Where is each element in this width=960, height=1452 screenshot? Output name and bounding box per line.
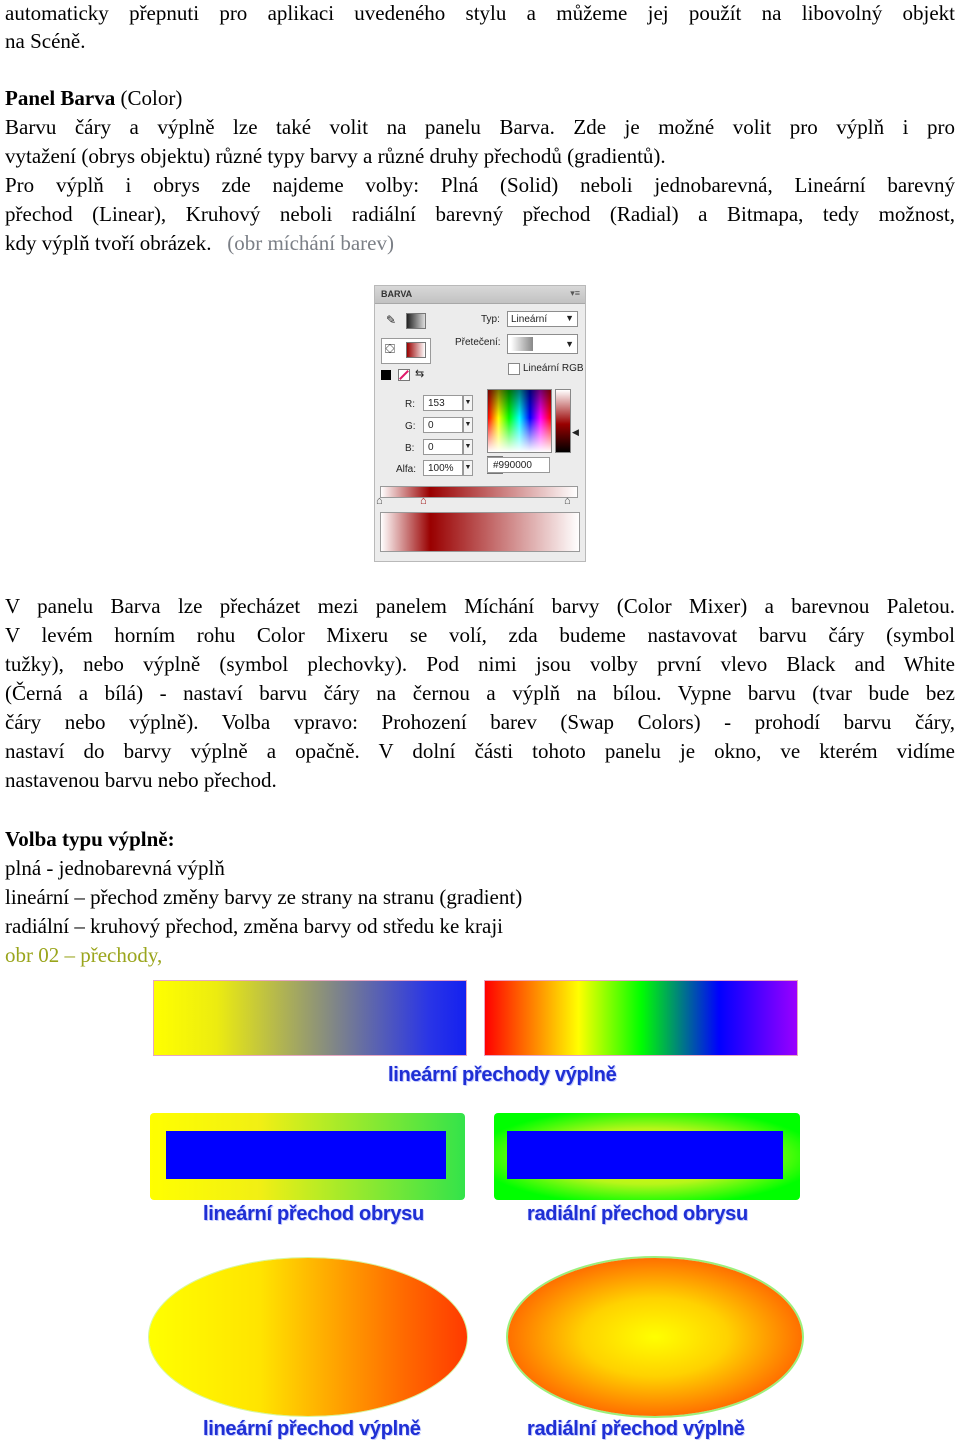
overflow-label: Přetečení: <box>455 337 501 348</box>
no-color-icon[interactable] <box>398 369 410 381</box>
figure-reference: (obr míchání barev) <box>227 231 394 255</box>
hex-input[interactable] <box>487 457 550 473</box>
fill-swatch[interactable] <box>406 342 426 358</box>
r-label: R: <box>405 399 415 410</box>
paragraph-line: tužky), nebo výplně (symbol plechovky). Pod nimi jsou volby první vlevo Black and White <box>5 652 955 676</box>
caption-radial-fill: radiální přechod výplně <box>527 1418 745 1440</box>
paragraph-line: vytažení (obrys objektu) různé typy barvy a různé druhy přechodů (gradientů). <box>5 144 666 168</box>
hex-value: #990000 <box>493 460 532 471</box>
radial-stroke-demo <box>494 1113 800 1200</box>
caption-linear-stroke: lineární přechod obrysu <box>203 1203 424 1225</box>
paragraph-line: na Scéně. <box>5 29 86 53</box>
g-stepper[interactable]: ▼ <box>463 417 473 433</box>
color-panel <box>374 285 586 562</box>
linear-rgb-label: Lineární RGB <box>523 363 584 374</box>
type-dropdown[interactable] <box>507 311 578 327</box>
b-input[interactable] <box>423 439 463 455</box>
paragraph-line: automaticky přepnuti pro aplikaci uvedeného stylu a můžeme jej použít na libovolný objekt <box>5 1 955 25</box>
slider-pointer-icon[interactable]: ◀ <box>572 427 579 437</box>
g-label: G: <box>405 421 416 432</box>
chevron-down-icon: ▼ <box>565 313 574 323</box>
paragraph-line: čáry nebo výplně). Volba vpravo: Prohození barev (Swap Colors) - prohodí barvu čáry, <box>5 710 955 734</box>
caption-linear-fills: lineární přechody výplně <box>388 1064 617 1086</box>
list-item: lineární – přechod změny barvy ze strany na stranu (gradient) <box>5 885 523 909</box>
heading-bold: Panel Barva <box>5 86 116 110</box>
text-span: kdy výplň tvoří obrázek. <box>5 231 212 255</box>
type-label: Typ: <box>481 314 500 325</box>
panel-tab-label: BARVA <box>381 289 413 299</box>
stroke-swatch[interactable] <box>406 313 426 329</box>
overflow-preview <box>511 337 533 351</box>
linear-fill-demo-2 <box>484 980 798 1056</box>
black-white-icon[interactable] <box>381 370 391 380</box>
alpha-label: Alfa: <box>396 464 417 475</box>
paragraph-line: nastavenou barvu nebo přechod. <box>5 768 277 792</box>
gradient-bar[interactable] <box>380 486 578 498</box>
heading-rest: (Color) <box>115 86 183 110</box>
linear-stroke-demo <box>150 1113 465 1200</box>
g-value: 0 <box>428 420 434 431</box>
list-item: plná - jednobarevná výplň <box>5 856 225 880</box>
panel-tab[interactable] <box>375 286 585 304</box>
section-heading-fill: Volba typu výplně: <box>5 827 175 851</box>
linear-fill-ellipse <box>149 1258 467 1416</box>
type-value: Lineární <box>511 314 548 325</box>
paragraph-line <box>5 229 394 258</box>
gradient-preview <box>380 512 580 552</box>
panel-menu-icon[interactable]: ▾≡ <box>570 288 580 298</box>
alpha-value: 100% <box>428 463 454 474</box>
color-field[interactable] <box>487 389 552 453</box>
alpha-input[interactable] <box>423 460 463 476</box>
paragraph-line: Barvu čáry a výplně lze také volit na panelu Barva. Zde je možné volit pro výplň i pro <box>5 115 955 139</box>
g-input[interactable] <box>423 417 463 433</box>
r-value: 153 <box>428 398 445 409</box>
section-heading-panel <box>5 84 182 113</box>
no-color-slash <box>399 370 409 380</box>
b-label: B: <box>405 443 415 454</box>
b-value: 0 <box>428 442 434 453</box>
linear-fill-demo-1 <box>153 980 467 1056</box>
paint-bucket-icon[interactable]: ⛋ <box>385 341 395 356</box>
radial-fill-ellipse <box>508 1258 802 1416</box>
overflow-dropdown[interactable] <box>507 334 578 354</box>
caption-linear-fill: lineární přechod výplně <box>203 1418 421 1440</box>
paragraph-line: Pro výplň i obrys zde najdeme volby: Plná (Solid) neboli jednobarevná, Lineární barevný <box>5 173 955 197</box>
figure-caption: obr 02 – přechody, <box>5 943 163 967</box>
paragraph-line: V levém horním rohu Color Mixeru se volí, zda budeme nastavovat barvu čáry (symbol <box>5 623 955 647</box>
paragraph-line: nastaví do barvy výplně a opačně. V dolní části tohoto panelu je okno, ve kterém vidíme <box>5 739 955 763</box>
inner-blue-rect <box>166 1131 446 1179</box>
paragraph-line: (Černá a bílá) - nastaví barvu čáry na černou a výplň na bílou. Vypne barvu (tvar bude bez <box>5 681 955 705</box>
gradient-stop-left[interactable]: ⌂ <box>376 495 383 507</box>
linear-rgb-checkbox[interactable] <box>508 363 520 375</box>
paragraph-line: V panelu Barva lze přecházet mezi panelem Míchání barvy (Color Mixer) a barevnou Paletou. <box>5 594 955 618</box>
gradient-stop-right[interactable]: ⌂ <box>564 495 571 507</box>
r-stepper[interactable]: ▼ <box>463 395 473 411</box>
r-input[interactable] <box>423 395 463 411</box>
b-stepper[interactable]: ▼ <box>463 439 473 455</box>
list-item: radiální – kruhový přechod, změna barvy od středu ke kraji <box>5 914 504 938</box>
caption-radial-stroke: radiální přechod obrysu <box>527 1203 748 1225</box>
paragraph-line: přechod (Linear), Kruhový neboli radiální barevný přechod (Radial) a Bitmapa, tedy možnost, <box>5 202 955 226</box>
gradient-stop-mid[interactable]: ⌂ <box>420 495 427 507</box>
pencil-icon[interactable]: ✎ <box>386 313 397 327</box>
alpha-stepper[interactable]: ▼ <box>463 460 473 476</box>
brightness-slider[interactable] <box>555 389 571 453</box>
inner-blue-rect <box>507 1131 783 1179</box>
swap-colors-icon[interactable]: ⇆ <box>415 368 425 380</box>
chevron-down-icon: ▼ <box>565 339 574 349</box>
